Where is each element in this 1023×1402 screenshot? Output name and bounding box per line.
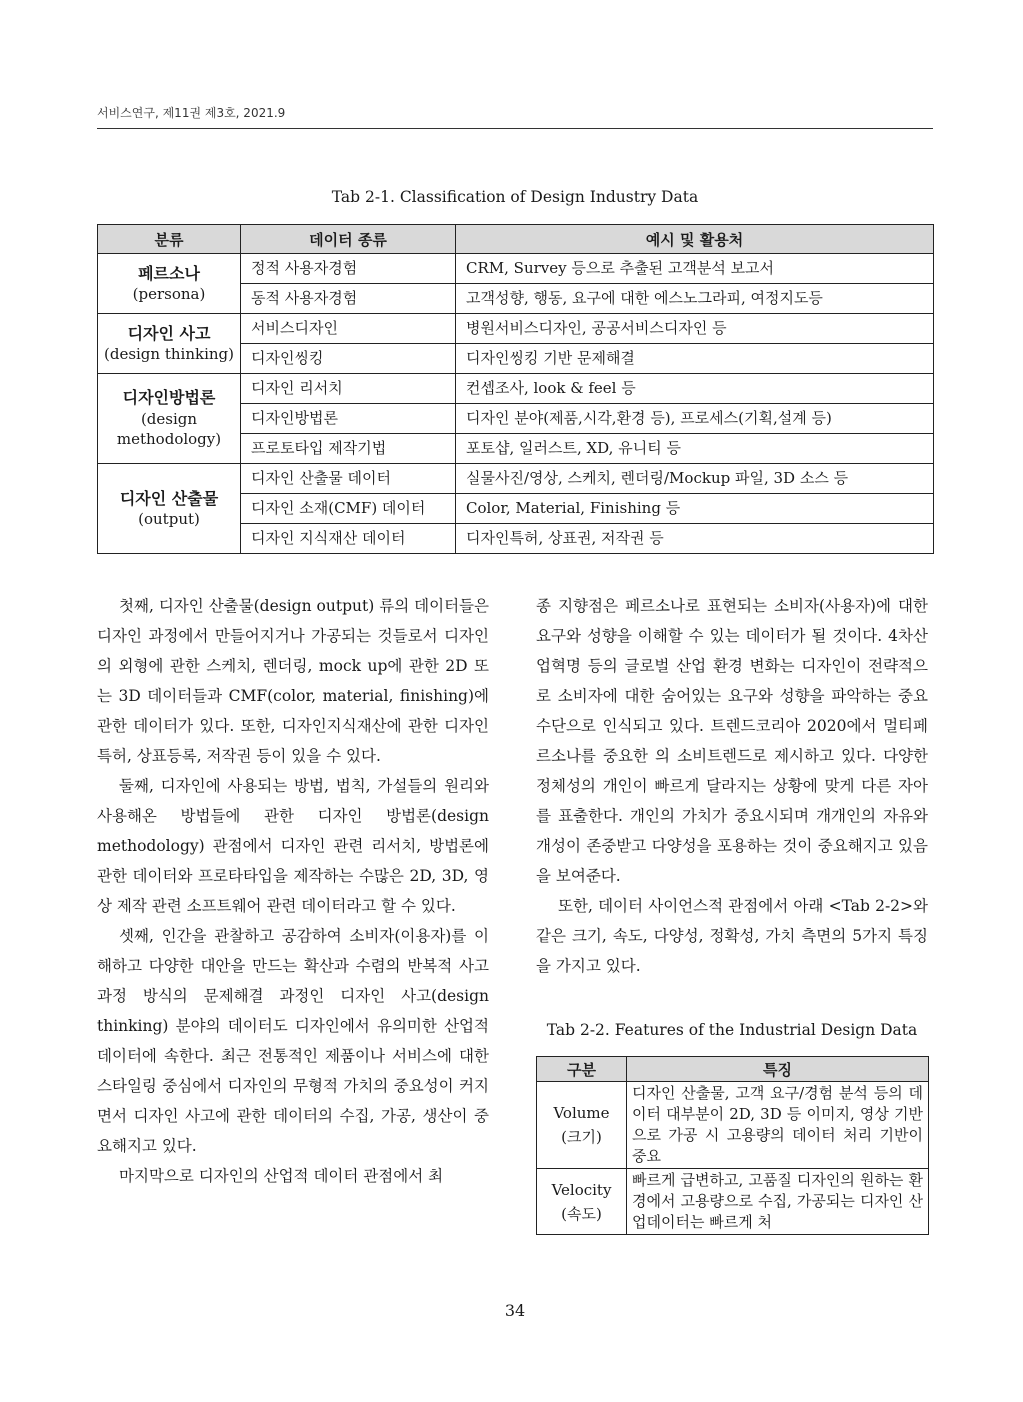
example-cell: 포토샵, 일러스트, XD, 유니티 등 (456, 434, 934, 464)
header-division: 구분 (537, 1057, 627, 1082)
running-header: 서비스연구, 제11권 제3호, 2021.9 (97, 106, 286, 120)
category-cell-design-thinking (98, 314, 241, 374)
table-row (98, 254, 934, 284)
data-type-cell: 디자인 지식재산 데이터 (241, 524, 456, 554)
example-cell: 컨셉조사, look & feel 등 (456, 374, 934, 404)
category-ko: 디자인 산출물 (119, 488, 219, 508)
example-cell: 디자인씽킹 기반 문제해결 (456, 344, 934, 374)
data-type-cell: 디자인씽킹 (241, 344, 456, 374)
body-paragraph: 둘째, 디자인에 사용되는 방법, 법칙, 가설들의 원리와 사용해온 방법들에 관한 디자인 방법론(design methodology) 관점에서 디자인 관련 리서치, 방법론에 관한 데이터와 프로타타입을 제작하는 수많은 2D, 3D, 영상 제작 관련 소프트웨어 관련 데이터라고 할 수 있다. (97, 777, 489, 915)
left-text-column (97, 591, 489, 1191)
category-ko: 페르소나 (138, 263, 200, 283)
category-cell-output (98, 464, 241, 554)
data-type-cell: 디자인 소재(CMF) 데이터 (241, 494, 456, 524)
header-divider (97, 128, 933, 129)
category-en: (design thinking) (103, 345, 234, 364)
table-row (98, 314, 934, 344)
table2-header-row (537, 1057, 929, 1082)
data-type-cell: 동적 사용자경험 (241, 284, 456, 314)
header-examples: 예시 및 활용처 (456, 225, 934, 254)
example-cell: 병원서비스디자인, 공공서비스디자인 등 (456, 314, 934, 344)
feature-en: Velocity (551, 1180, 612, 1199)
body-paragraph: 또한, 데이터 사이언스적 관점에서 아래 <Tab 2-2>와 같은 크기, 속도, 다양성, 정확성, 가치 측면의 5가지 특징을 가지고 있다. (536, 897, 928, 975)
body-paragraph: 셋째, 인간을 관찰하고 공감하여 소비자(이용자)를 이해하고 다양한 대안을 만드는 확산과 수렴의 반복적 사고과정 방식의 문제해결 과정인 디자인 사고(design thinking) 분야의 데이터도 디자인에서 유의미한 산업적 데이터에 속한다. 최근 전통적인 제품이나 서비스에 대한 스타일링 중심에서 디자인의 무형적 가치의 중요성이 커지면서 디자인 사고에 관한 데이터의 수집, 가공, 생산이 중요해지고 있다. (97, 927, 489, 1155)
category-cell-persona (98, 254, 241, 314)
body-paragraph: 첫째, 디자인 산출물(design output) 류의 데이터들은 디자인 과정에서 만들어지거나 가공되는 것들로서 디자인의 외형에 관한 스케치, 렌더링, mock up에 관한 2D 또는 3D 데이터들과 CMF(color, material, finishing)에 관한 데이터가 있다. 또한, 디자인지식재산에 관한 디자인특허, 상표등록, 저작권 등이 있을 수 있다. (97, 597, 489, 765)
data-type-cell: 정적 사용자경험 (241, 254, 456, 284)
table-row (537, 1082, 929, 1169)
table-row (98, 374, 934, 404)
feature-description: 빠르게 급변하고, 고품질 디자인의 원하는 환경에서 고용량으로 수집, 가공되는 디자인 산업데이터는 빠르게 처 (627, 1169, 929, 1235)
data-type-cell: 디자인 리서치 (241, 374, 456, 404)
feature-cell-volume (537, 1082, 627, 1169)
table2-caption: Tab 2-2. Features of the Industrial Design Data (546, 1021, 918, 1039)
table1-caption: Tab 2-1. Classification of Design Industry Data (331, 188, 699, 206)
category-en: (design methodology) (116, 410, 222, 449)
page-number: 34 (504, 1301, 526, 1320)
category-cell-design-methodology (98, 374, 241, 464)
data-type-cell: 프로토타입 제작기법 (241, 434, 456, 464)
feature-description: 디자인 산출물, 고객 요구/경험 분석 등의 데이터 대부분이 2D, 3D 등 이미지, 영상 기반으로 가공 시 고용량의 데이터 처리 기반이 중요 (627, 1082, 929, 1169)
data-type-cell: 디자인방법론 (241, 404, 456, 434)
example-cell: 디자인 분야(제품,시각,환경 등), 프로세스(기획,설계 등) (456, 404, 934, 434)
body-paragraph-continued: 종 지향점은 페르소나로 표현되는 소비자(사용자)에 대한 요구와 성향을 이해할 수 있는 데이터가 될 것이다. 4차산업혁명 등의 글로벌 산업 환경 변화는 디자인이 전략적으로 소비자에 대한 숨어있는 요구와 성향을 파악하는 중요 수단으로 인식되고 있다. 트렌드코리아 2020에서 멀티페르소나를 중요한 의 소비트렌드로 제시하고 있다. 다양한 정체성의 개인이 빠르게 달라지는 상황에 맞게 다른 자아를 표출한다. 개인의 가치가 중요시되며 개개인의 자유와 개성이 존중받고 다양성을 포용하는 것이 중요해지고 있음을 보여준다. (536, 597, 928, 885)
category-ko: 디자인방법론 (122, 388, 216, 408)
data-type-cell: 디자인 산출물 데이터 (241, 464, 456, 494)
feature-ko: (속도) (561, 1204, 602, 1223)
data-type-cell: 서비스디자인 (241, 314, 456, 344)
example-cell: 실물사진/영상, 스케치, 렌더링/Mockup 파일, 3D 소스 등 (456, 464, 934, 494)
example-cell: CRM, Survey 등으로 추출된 고객분석 보고서 (456, 254, 934, 284)
features-table (536, 1056, 929, 1235)
right-text-column (536, 591, 928, 981)
example-cell: Color, Material, Finishing 등 (456, 494, 934, 524)
feature-ko: (크기) (561, 1128, 602, 1146)
classification-table (97, 224, 934, 554)
category-en: (output) (138, 510, 200, 529)
category-ko: 디자인 사고 (127, 323, 211, 343)
feature-cell-velocity (537, 1169, 627, 1235)
example-cell: 고객성향, 행동, 요구에 대한 에스노그라피, 여정지도등 (456, 284, 934, 314)
table-row (98, 464, 934, 494)
feature-en: Volume (553, 1104, 610, 1122)
example-cell: 디자인특허, 상표권, 저작권 등 (456, 524, 934, 554)
header-data-type: 데이터 종류 (241, 225, 456, 254)
header-feature: 특징 (627, 1057, 929, 1082)
category-en: (persona) (132, 285, 206, 304)
body-paragraph: 마지막으로 디자인의 산업적 데이터 관점에서 최 (119, 1167, 444, 1185)
table-row (537, 1169, 929, 1235)
header-category: 분류 (98, 225, 241, 254)
table1-header-row (98, 225, 934, 254)
